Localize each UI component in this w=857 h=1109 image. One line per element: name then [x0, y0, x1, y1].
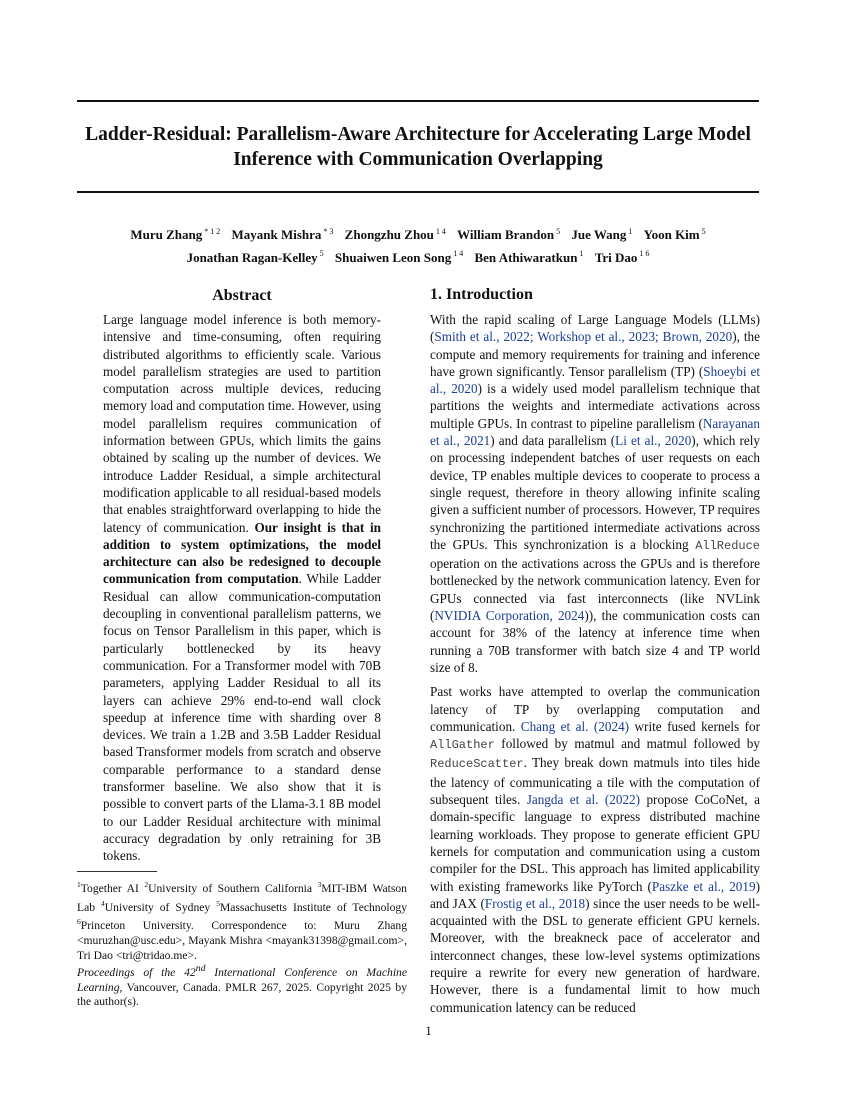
citation-link[interactable]: Paszke et al., 2019: [651, 878, 756, 894]
author: Zhongzhu Zhou $^{1 4}$: [344, 227, 446, 243]
left-column: [77, 284, 407, 865]
abstract-key-insight: Our insight is that in addition to system optimizations, the model architecture can also be redesigned to decouple communication from computation: [103, 519, 382, 587]
citation-link[interactable]: Chang et al. (2024): [520, 718, 630, 734]
author: William Brandon $^5$: [457, 227, 561, 243]
abstract-text: Large language model inference is both memory-intensive and time-consuming, often requiring distributed algorithms to efficiently scale. Various model parallelism strategies are used to partition computation across multiple devices, reducing memory load and computation time. However, using model parallelism requires communication of information between GPUs, which limits the gains obtained by scaling up the number of devices. We introduce Ladder Residual, a simple architectural modification applicable to all residual-based models that enables straightforward overlapping to hide the latency of communication. Our insight is that in addition to system optimizations, the model architecture can also be redesigned to decouple communication from computation. While Ladder Residual can allow communication-computation decoupling in conventional parallelism patterns, we focus on Tensor Parallelism in this paper, which is particularly bottlenecked by its heavy communication. For a Transformer model with 70B parameters, applying Ladder Residual to all its layers can achieve 29% end-to-end wall clock speedup at inference time with sharding over 8 devices. We train a 1.2B and 3.5B Ladder Residual based Transformer models from scratch and observe comparable performance to a standard dense transformer baseline. We also show that it is possible to convert parts of the Llama-3.1 8B model to our Ladder Residual architecture with minimal accuracy degradation by only retraining for 3B tokens.: [103, 312, 382, 864]
author: Yoon Kim $^5$: [643, 227, 706, 243]
code-term: AllGather: [430, 738, 495, 753]
author: Jue Wang $^1$: [571, 227, 633, 243]
author: Shuaiwen Leon Song $^{1 4}$: [334, 249, 464, 265]
citation-link[interactable]: Narayanan et al., 2021: [430, 415, 760, 449]
citation-link[interactable]: Frostig et al., 2018: [484, 895, 586, 911]
citation-link[interactable]: NVIDIA Corporation, 2024: [434, 608, 585, 624]
intro-paragraph-2: Past works have attempted to overlap the communication latency of TP by overlapping computation and communication. Chang et al. (2024) write fused kernels for AllGather followed by matmul and matmul followed by ReduceScatter. They break down matmuls into tiles hide the latency of communicating a tile with the computation of subsequent tiles. Jangda et al. (2022) propose CoCoNet, a domain-specific language to express distributed machine learning workloads. They propose to generate efficient GPU kernels for computation and communication using a custom compiler for the DSL. This approach has limited applicability with existing frameworks like PyTorch (Paszke et al., 2019) and JAX (Frostig et al., 2018) since the user needs to be well-acquainted with the DSL to generate efficient GPU kernels. Moreover, with the breakneck pace of accelerator and interconnect changes, these low-level systems optimizations require a rewrite for every new generation of hardware. However, there is a fundamental limit to how much communication latency can be reduced: [430, 684, 761, 1015]
code-term: AllReduce: [695, 538, 760, 553]
title-rule-bottom: [77, 191, 759, 193]
author-line-2: [77, 244, 759, 266]
right-column: [430, 284, 760, 1023]
abstract-heading: Abstract: [212, 287, 272, 304]
title-rule-top: [77, 100, 759, 102]
paper-title-line-1: Ladder-Residual: Parallelism-Aware Architecture for Accelerating Large Model: [85, 124, 751, 145]
author-list: [77, 222, 759, 267]
affiliations-footnote: $^1$Together AI $^2$University of Southern California $^3$MIT-IBM Watson Lab $^4$University of Sydney $^5$Massachusetts Institute of Technology $^6$Princeton University. Correspondence to: Muru Zhang <muruzhan@usc.edu>, Mayank Mishra <mayank31398@gmail.com>, Tri Dao <tri@tridao.me>.: [77, 880, 407, 962]
page-number: 1: [425, 1023, 432, 1038]
paper-title: [77, 122, 759, 172]
code-term: ReduceScatter: [430, 757, 524, 772]
paper-title-line-2: Inference with Communication Overlapping: [233, 149, 603, 170]
author: Tri Dao $^{1 6}$: [594, 249, 650, 265]
author: Ben Athiwaratkun $^1$: [474, 249, 584, 265]
citation-link[interactable]: Shoeybi et al., 2020: [430, 363, 760, 397]
author: Muru Zhang $^{* 1 2}$: [130, 227, 221, 243]
intro-paragraph-1: With the rapid scaling of Large Language Models (LLMs) (Smith et al., 2022; Workshop et al., 2023; Brown, 2020), the compute and memory requirements for training and inference have grown significantly. Tensor parallelism (TP) (Shoeybi et al., 2020) is a widely used model parallelism technique that partitions the weights and intermediate activations across multiple GPUs. In contrast to pipeline parallelism (Narayanan et al., 2021) and data parallelism (Li et al., 2020), which rely on processing independent batches of user requests on each device, TP enables multiple devices to cooperate to process a single request, therefore in theory allowing infinite scaling given a sufficient number of processors. However, TP requires synchronizing the partitioned intermediate activations across the GPUs. This synchronization is a blocking AllReduce operation on the activations across the GPUs and is therefore bottlenecked by the network communication latency. Even for GPUs connected via fast interconnects (like NVLink (NVIDIA Corporation, 2024)), the communication costs can account for 38% of the latency at inference time when running a 70B transformer with batch size 4 and TP world size of 8.: [430, 312, 760, 675]
proceedings-note: Proceedings of the 42nd International Conference on Machine Learning, Vancouver, Canada. PMLR 267, 2025. Copyright 2025 by the author(s).: [77, 963, 407, 1009]
author: Mayank Mishra $^{* 3}$: [231, 227, 334, 243]
introduction-heading: 1. Introduction: [430, 286, 533, 303]
author-line-1: [77, 222, 759, 244]
citation-link[interactable]: Jangda et al. (2022): [526, 792, 641, 808]
citation-link[interactable]: Li et al., 2020: [615, 433, 692, 449]
correspondence: Correspondence to: Muru Zhang <muruzhan@usc.edu>, Mayank Mishra <mayank31398@gmail.com>, Tri Dao <tri@tridao.me>.: [77, 919, 407, 962]
author: Jonathan Ragan-Kelley $^5$: [186, 249, 324, 265]
footnote-rule: [77, 871, 157, 872]
citation-link[interactable]: Smith et al., 2022; Workshop et al., 2023; Brown, 2020: [434, 329, 733, 345]
